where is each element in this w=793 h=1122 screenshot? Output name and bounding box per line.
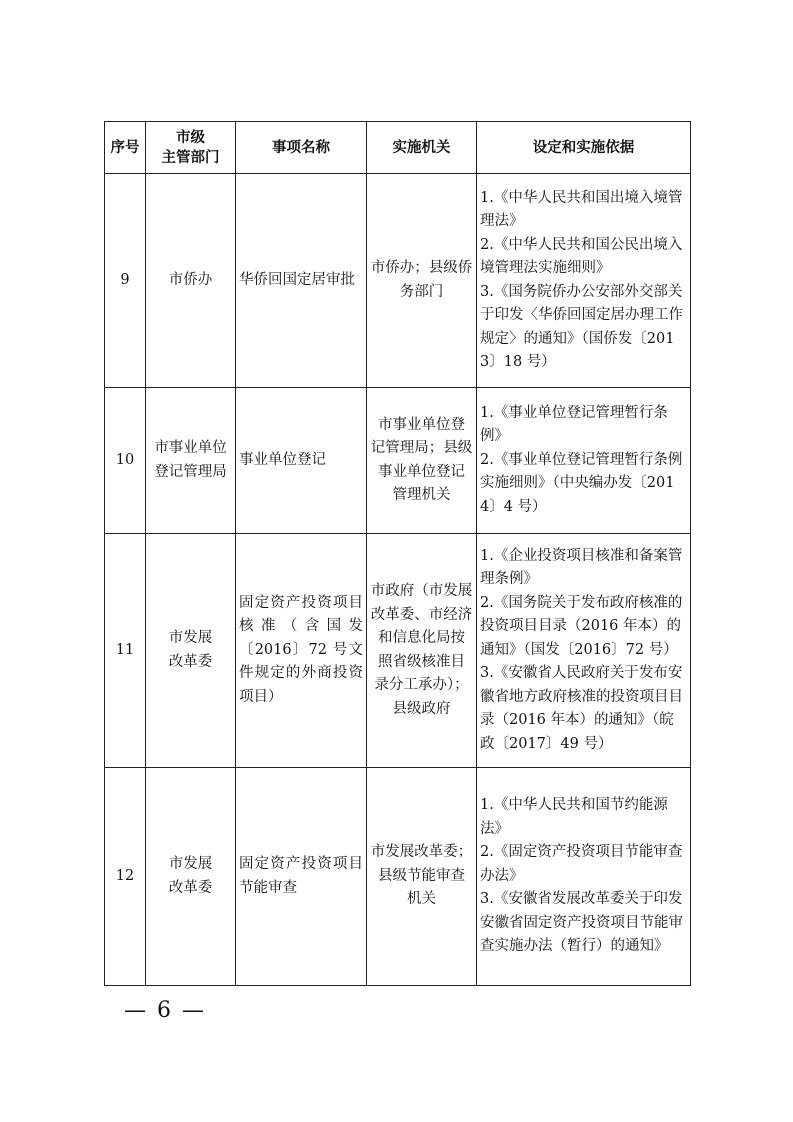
dept-line: 登记管理局 xyxy=(154,463,227,480)
cell-no: 12 xyxy=(105,768,146,986)
basis-entry: 2.《事业单位登记管理暂行条例实施细则》（中央编办发〔2014〕4 号） xyxy=(480,451,683,515)
basis-entry: 1.《企业投资项目核准和备案管理条例》 xyxy=(480,547,683,588)
org-line: 市政府（市发展 xyxy=(370,583,473,599)
cell-org xyxy=(367,174,477,388)
org-line: 事业单位登记 xyxy=(378,463,465,480)
basis-entry: 1.《事业单位登记管理暂行条例》 xyxy=(480,404,668,445)
header-dept-line1: 市级 xyxy=(176,129,205,146)
org-line: 务部门 xyxy=(399,283,444,300)
dept-line: 市发展 xyxy=(168,856,213,872)
cell-no: 9 xyxy=(105,174,146,388)
cell-basis xyxy=(477,174,691,388)
basis-entry: 2.《固定资产投资项目节能审查办法》 xyxy=(480,844,683,884)
basis-entry: 2.《中华人民共和国公民出境入境管理法实施细则》 xyxy=(480,236,683,276)
dept-line: 改革委 xyxy=(168,653,213,670)
cell-item: 事业单位登记 xyxy=(236,388,367,534)
org-line: 机关 xyxy=(407,891,436,908)
cell-dept xyxy=(146,768,236,986)
header-row xyxy=(105,122,691,174)
cell-basis xyxy=(477,388,691,534)
org-line: 市发展改革委； xyxy=(370,844,473,861)
cell-no: 10 xyxy=(105,388,146,534)
org-line: 市事业单位登 xyxy=(378,416,465,433)
header-no: 序号 xyxy=(105,122,146,174)
cell-basis xyxy=(477,534,691,768)
header-dept-line2: 主管部门 xyxy=(161,149,220,166)
page-number: — 6 — xyxy=(124,998,206,1023)
dept-line: 市侨办 xyxy=(168,271,213,288)
org-line: 录分工承办）； xyxy=(374,677,469,693)
org-line: 县级政府 xyxy=(392,700,451,717)
dept-line: 市发展 xyxy=(168,630,213,646)
header-item: 事项名称 xyxy=(236,122,367,174)
cell-org xyxy=(367,768,477,986)
cell-item: 华侨回国定居审批 xyxy=(236,174,367,388)
basis-entry: 1.《中华人民共和国出境入境管理法》 xyxy=(480,189,683,229)
org-line: 改革委、市经济 xyxy=(370,606,473,623)
basis-entry: 3.《安徽省人民政府关于发布安徽省地方政府核准的投资项目目录（2016 年本）的通知》（皖政〔2017〕49 号） xyxy=(480,665,683,752)
basis-entry: 1.《中华人民共和国节约能源法》 xyxy=(480,797,668,837)
table-row xyxy=(105,174,691,388)
org-line: 县级节能审查 xyxy=(378,867,465,884)
org-line: 管理机关 xyxy=(392,487,451,503)
table-row xyxy=(105,768,691,986)
cell-dept xyxy=(146,174,236,388)
cell-org xyxy=(367,534,477,768)
org-line: 记管理局；县级 xyxy=(370,440,473,456)
table-row xyxy=(105,534,691,768)
cell-item: 固定资产投资项目核准（含国发〔2016〕72 号文件规定的外商投资项目） xyxy=(236,534,367,768)
dept-line: 改革委 xyxy=(168,879,213,896)
dept-line: 市事业单位 xyxy=(154,440,227,456)
basis-entry: 2.《国务院关于发布政府核准的投资项目目录（2016 年本）的通知》（国发〔2016〕72 号） xyxy=(480,594,683,658)
cell-org xyxy=(367,388,477,534)
cell-dept xyxy=(146,534,236,768)
header-basis: 设定和实施依据 xyxy=(477,122,691,174)
org-line: 照省级核准目 xyxy=(378,653,465,670)
cell-item: 固定资产投资项目节能审查 xyxy=(236,768,367,986)
cell-no: 11 xyxy=(105,534,146,768)
header-dept xyxy=(146,122,236,174)
items-table xyxy=(104,121,691,986)
cell-basis xyxy=(477,768,691,986)
table-row xyxy=(105,388,691,534)
header-org: 实施机关 xyxy=(367,122,477,174)
org-line: 和信息化局按 xyxy=(378,630,465,646)
cell-dept xyxy=(146,388,236,534)
basis-entry: 3.《安徽省发展改革委关于印发安徽省固定资产投资项目节能审查实施办法（暂行）的通知》 xyxy=(480,891,683,955)
org-line: 市侨办；县级侨 xyxy=(370,260,473,276)
basis-entry: 3.《国务院侨办公安部外交部关于印发〈华侨回国定居办理工作规定〉的通知》（国侨发〔2013〕18 号） xyxy=(480,283,683,370)
